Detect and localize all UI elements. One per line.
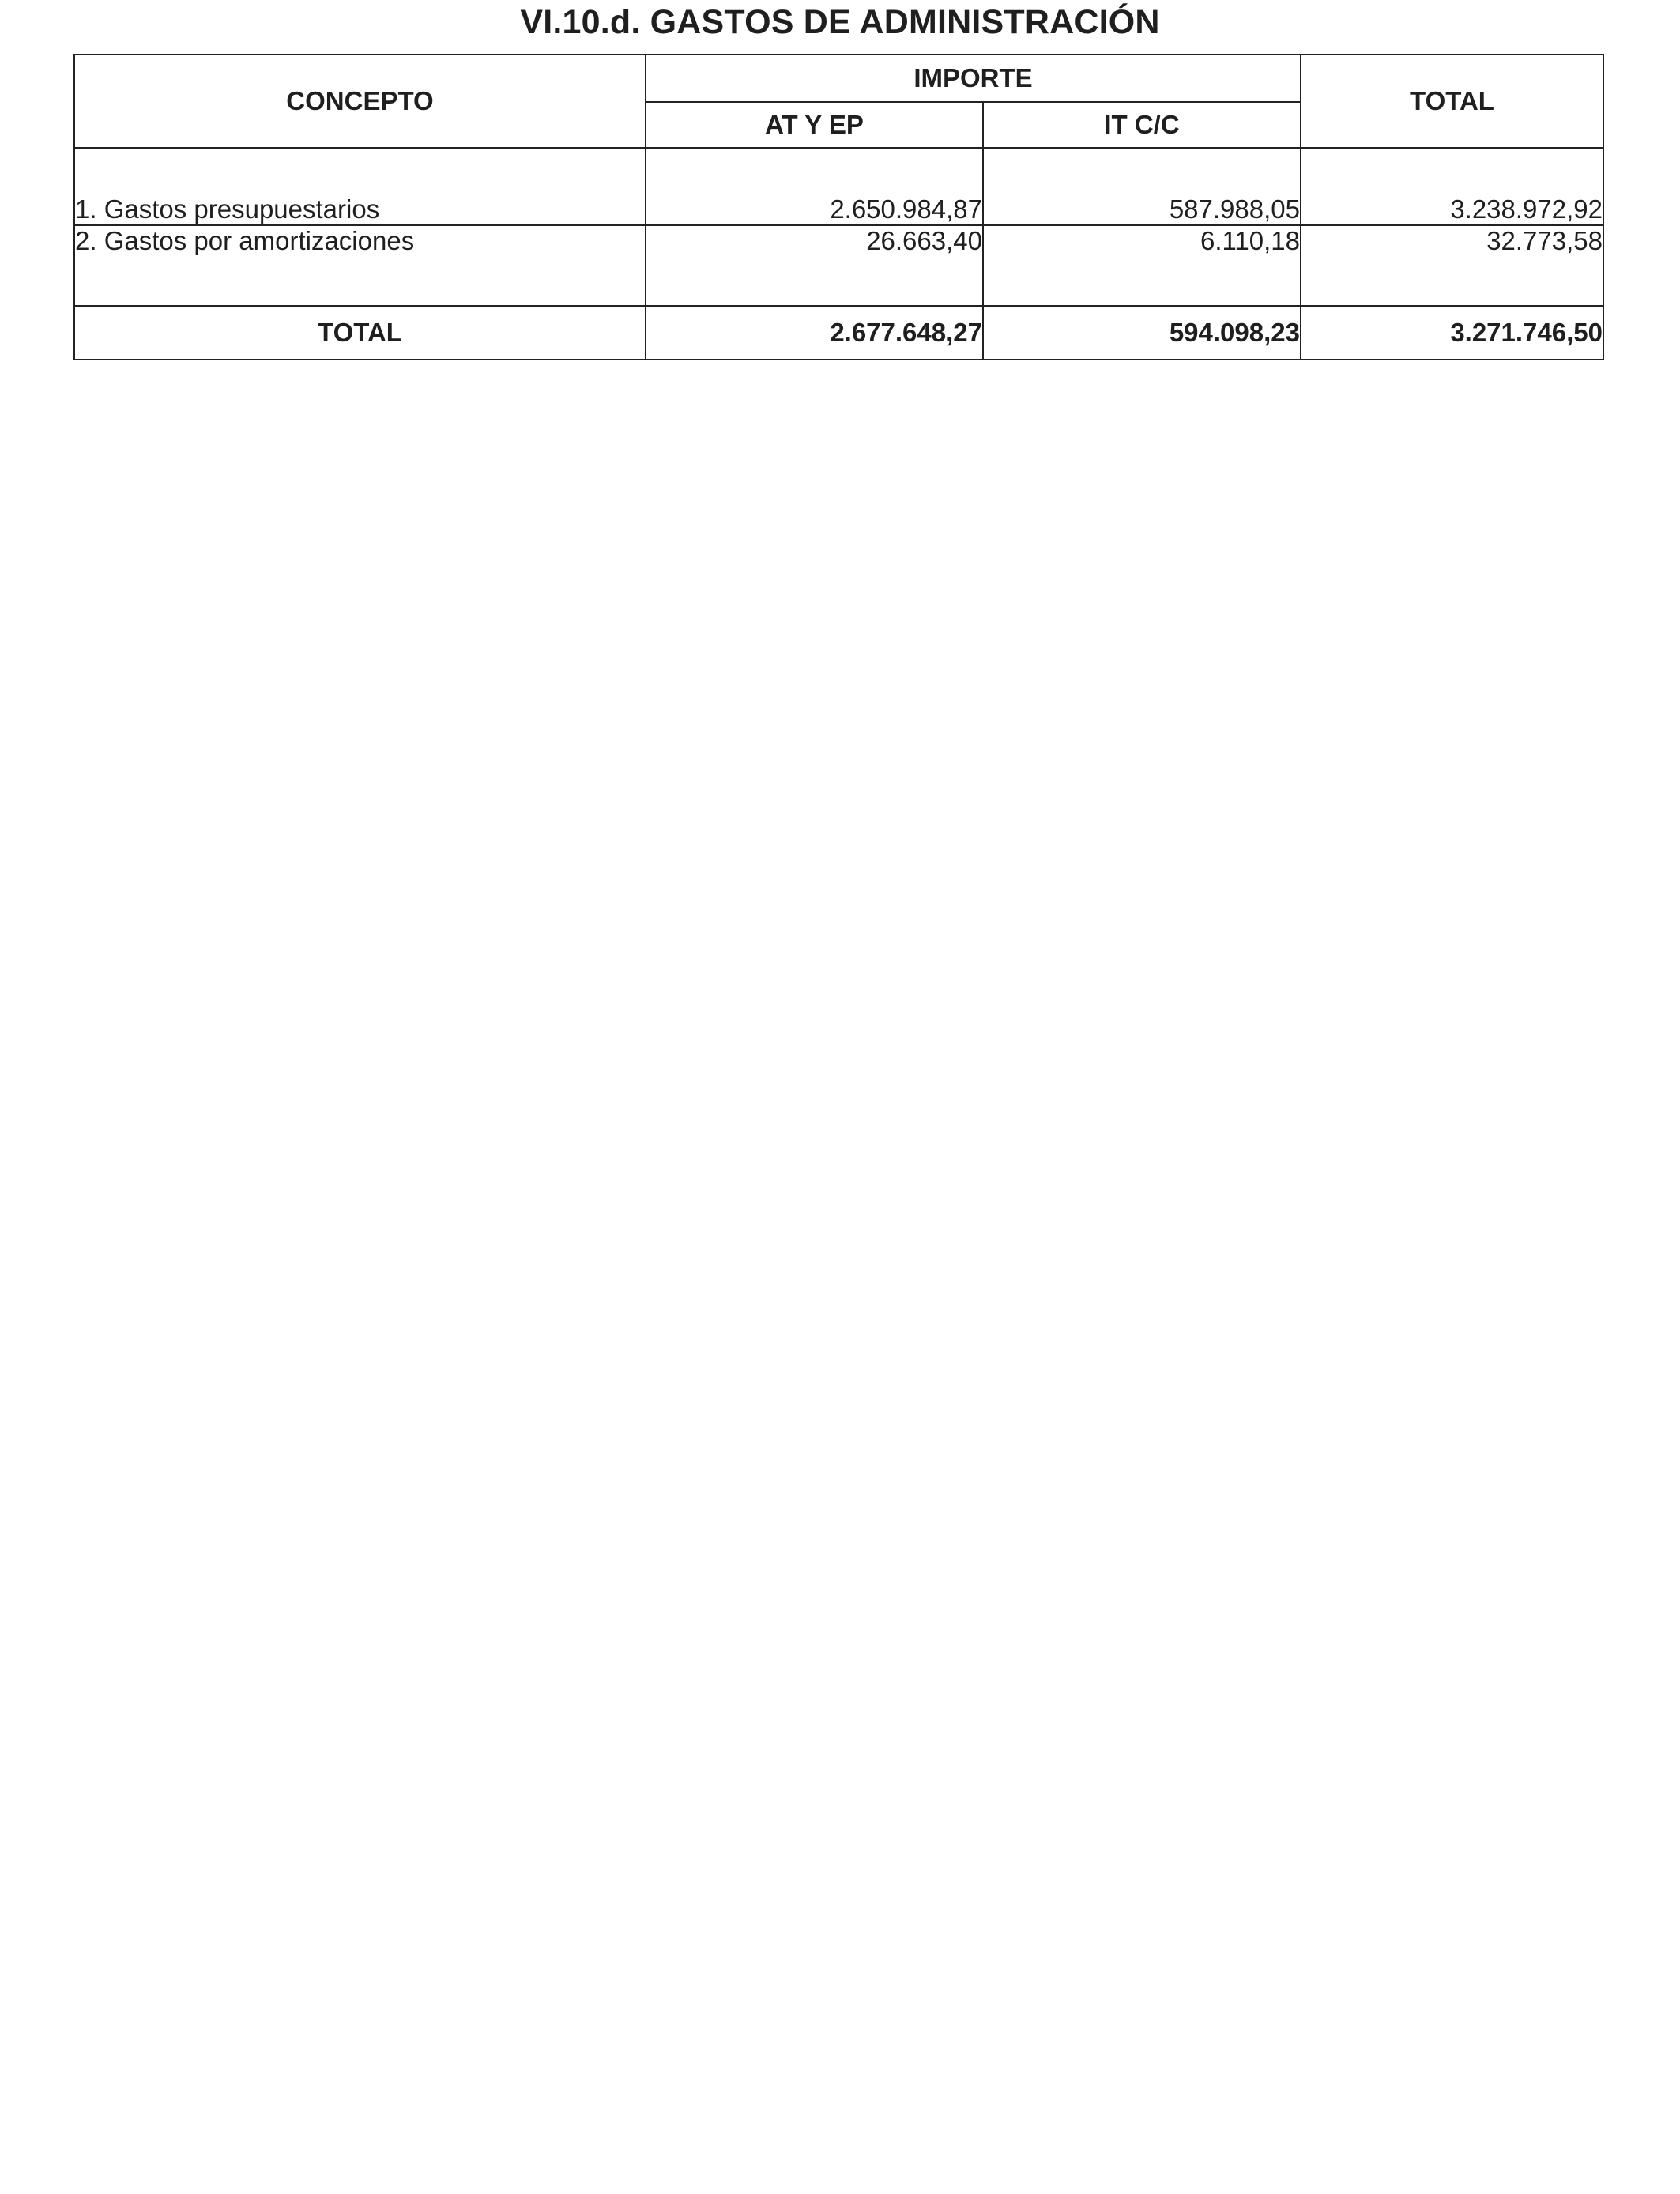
totals-it-cc: 594.098,23 <box>983 306 1301 360</box>
row-it-cc: 6.110,18 <box>983 225 1301 306</box>
row-at-y-ep: 26.663,40 <box>646 225 983 306</box>
row-concepto: 1. Gastos presupuestarios <box>74 148 646 225</box>
header-row-1 <box>74 55 1603 102</box>
header-total: TOTAL <box>1301 55 1603 148</box>
row-concepto: 2. Gastos por amortizaciones <box>74 225 646 306</box>
row-total: 32.773,58 <box>1301 225 1603 306</box>
row-it-cc: 587.988,05 <box>983 148 1301 225</box>
expenses-table <box>73 54 1604 360</box>
header-importe: IMPORTE <box>646 55 1301 102</box>
row-total: 3.238.972,92 <box>1301 148 1603 225</box>
totals-at-y-ep: 2.677.648,27 <box>646 306 983 360</box>
totals-label: TOTAL <box>74 306 646 360</box>
table-row <box>74 225 1603 306</box>
header-concepto: CONCEPTO <box>74 55 646 148</box>
header-at-y-ep: AT Y EP <box>646 102 983 148</box>
table-row <box>74 148 1603 225</box>
row-at-y-ep: 2.650.984,87 <box>646 148 983 225</box>
page-title: VI.10.d. GASTOS DE ADMINISTRACIÓN <box>520 3 1160 41</box>
header-it-cc: IT C/C <box>983 102 1301 148</box>
totals-row <box>74 306 1603 360</box>
totals-total: 3.271.746,50 <box>1301 306 1603 360</box>
